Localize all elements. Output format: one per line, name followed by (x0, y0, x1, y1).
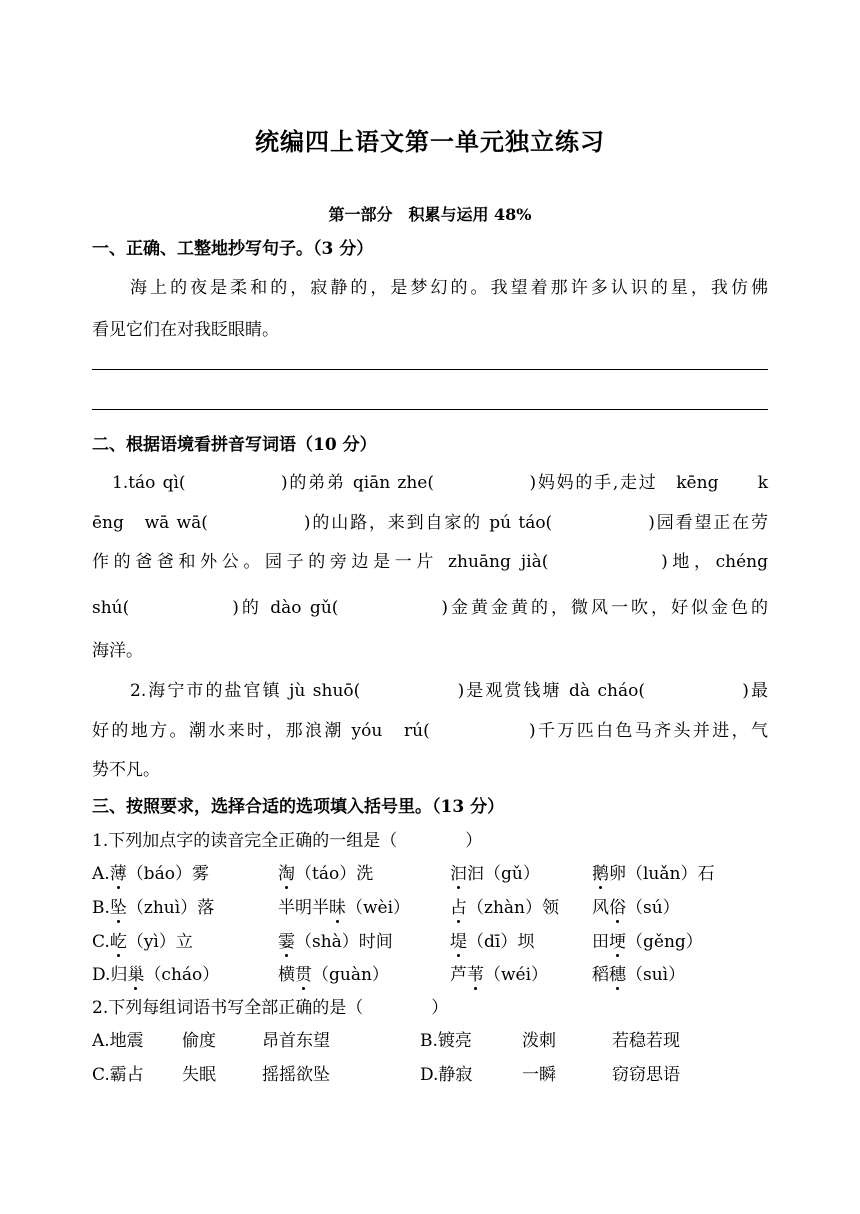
option-item (450, 927, 534, 952)
pronunciation: （zhuì）落 (126, 898, 215, 918)
dotted-character: 坠 (110, 893, 127, 918)
section-1-heading: 一、正确、工整地抄写句子。（3 分） (92, 239, 374, 259)
word-option: 泼刺 (522, 1031, 556, 1051)
word-prefix: 稻 (592, 965, 609, 985)
option-item (450, 893, 559, 918)
pronunciation: （cháo） (144, 965, 220, 985)
option-row-c[interactable] (92, 927, 772, 951)
pinyin-paragraph-2-line-2: 好的地方。潮水来时，那浪潮 yóu rú( )千万匹白色马齐头并进，气 (92, 721, 768, 741)
option-item (278, 927, 393, 952)
dotted-character: 汩 (450, 859, 467, 884)
word-option: 窃窃思语 (612, 1065, 680, 1085)
question-2: 2.下列每组词语书写全部正确的是（ ） (92, 998, 449, 1018)
pronunciation: （táo）洗 (295, 864, 374, 884)
option-row-b[interactable] (92, 893, 772, 917)
option-item (92, 927, 193, 952)
option-item (278, 893, 410, 918)
option-label: B. (92, 898, 110, 918)
copy-sentence-line-2: 看见它们在对我眨眼睛。 (92, 320, 279, 340)
pronunciation: （dī）坝 (467, 932, 535, 952)
option-item (278, 859, 373, 884)
word-prefix: 芦 (450, 965, 467, 985)
pronunciation: （zhàn）领 (467, 898, 559, 918)
word-option: 一瞬 (522, 1065, 556, 1085)
pronunciation: （wèi） (346, 898, 411, 918)
word-option: 偷度 (182, 1031, 216, 1051)
word-option: B.镀亮 (420, 1031, 472, 1051)
word-prefix: 风 (592, 898, 609, 918)
option-row-d[interactable] (92, 960, 772, 984)
word-option: 昂首东望 (262, 1031, 330, 1051)
dotted-character: 淘 (278, 859, 295, 884)
dotted-character: 昧 (329, 893, 346, 918)
pinyin-paragraph-2-line-3: 势不凡。 (92, 760, 160, 780)
page-title: 统编四上语文第一单元独立练习 (255, 127, 605, 156)
word-option-row[interactable] (92, 1060, 772, 1084)
option-item (92, 960, 219, 985)
section-2-heading: 二、根据语境看拼音写词语（10 分） (92, 435, 377, 455)
dotted-character: 巢 (127, 960, 144, 985)
option-item (92, 893, 214, 918)
writing-line-1[interactable] (92, 369, 768, 370)
dotted-character: 薄 (110, 859, 127, 884)
word-option: 若稳若现 (612, 1031, 680, 1051)
dotted-character: 霎 (278, 927, 295, 952)
pinyin-paragraph-1-line-1: 1.táo qì( )的弟弟 qiān zhe( )妈妈的手,走过 kēng k (112, 473, 768, 493)
question-1: 1.下列加点字的读音完全正确的一组是（ ） (92, 831, 483, 851)
dotted-character: 贯 (295, 960, 312, 985)
option-item (592, 859, 714, 884)
word-prefix: 归 (110, 965, 128, 985)
word-option: 摇摇欲坠 (262, 1065, 330, 1085)
pinyin-paragraph-1-line-2: ēng wā wā( )的山路，来到自家的 pú táo( )园看望正在劳 (92, 513, 768, 533)
option-item (92, 859, 209, 884)
writing-line-2[interactable] (92, 409, 768, 410)
dotted-character: 俗 (609, 893, 626, 918)
dotted-character: 屹 (110, 927, 127, 952)
word-prefix: 半明半 (278, 898, 329, 918)
dotted-character: 堤 (450, 927, 467, 952)
option-item (450, 859, 540, 884)
dotted-character: 穗 (609, 960, 626, 985)
part-heading: 第一部分 积累与运用 48% (328, 205, 532, 224)
pronunciation: （sú） (626, 898, 680, 918)
pronunciation: 汩（gǔ） (467, 864, 540, 884)
pronunciation: （gěng） (626, 932, 703, 952)
word-option-row[interactable] (92, 1026, 772, 1050)
word-option: D.静寂 (420, 1065, 473, 1085)
pinyin-paragraph-1-line-5: 海洋。 (92, 641, 143, 661)
option-item (592, 960, 685, 985)
option-label: C. (92, 932, 110, 952)
pinyin-paragraph-1-line-3: 作的爸爸和外公。园子的旁边是一片 zhuāng jià( )地，chéng (92, 552, 768, 572)
word-prefix: 横 (278, 965, 295, 985)
pronunciation: （shà）时间 (295, 932, 393, 952)
dotted-character: 占 (450, 893, 467, 918)
dotted-character: 苇 (467, 960, 484, 985)
pronunciation: （báo）雾 (126, 864, 209, 884)
word-prefix: 田 (592, 932, 609, 952)
copy-sentence-line-1: 海上的夜是柔和的，寂静的，是梦幻的。我望着那许多认识的星，我仿佛 (130, 278, 768, 298)
option-label: A. (92, 864, 110, 884)
pronunciation: 卵（luǎn）石 (609, 864, 715, 884)
option-row-a[interactable] (92, 859, 772, 883)
word-option: 失眠 (182, 1065, 216, 1085)
pinyin-paragraph-2-line-1: 2.海宁市的盐官镇 jù shuō( )是观赏钱塘 dà cháo( )最 (130, 681, 768, 701)
section-3-heading: 三、按照要求，选择合适的选项填入括号里。（13 分） (92, 797, 505, 817)
option-item (592, 893, 680, 918)
pronunciation: （suì） (626, 965, 686, 985)
option-item (592, 927, 703, 952)
word-option: C.霸占 (92, 1065, 144, 1085)
pronunciation: （guàn） (312, 965, 389, 985)
pronunciation: （yì）立 (126, 932, 193, 952)
dotted-character: 鹅 (592, 859, 609, 884)
option-item (278, 960, 389, 985)
dotted-character: 埂 (609, 927, 626, 952)
word-option: A.地震 (92, 1031, 144, 1051)
option-item (450, 960, 548, 985)
option-label: D. (92, 965, 111, 985)
pinyin-paragraph-1-line-4: shú( )的 dào gǔ( )金黄金黄的，微风一吹，好似金色的 (92, 598, 768, 618)
pronunciation: （wéi） (484, 965, 549, 985)
